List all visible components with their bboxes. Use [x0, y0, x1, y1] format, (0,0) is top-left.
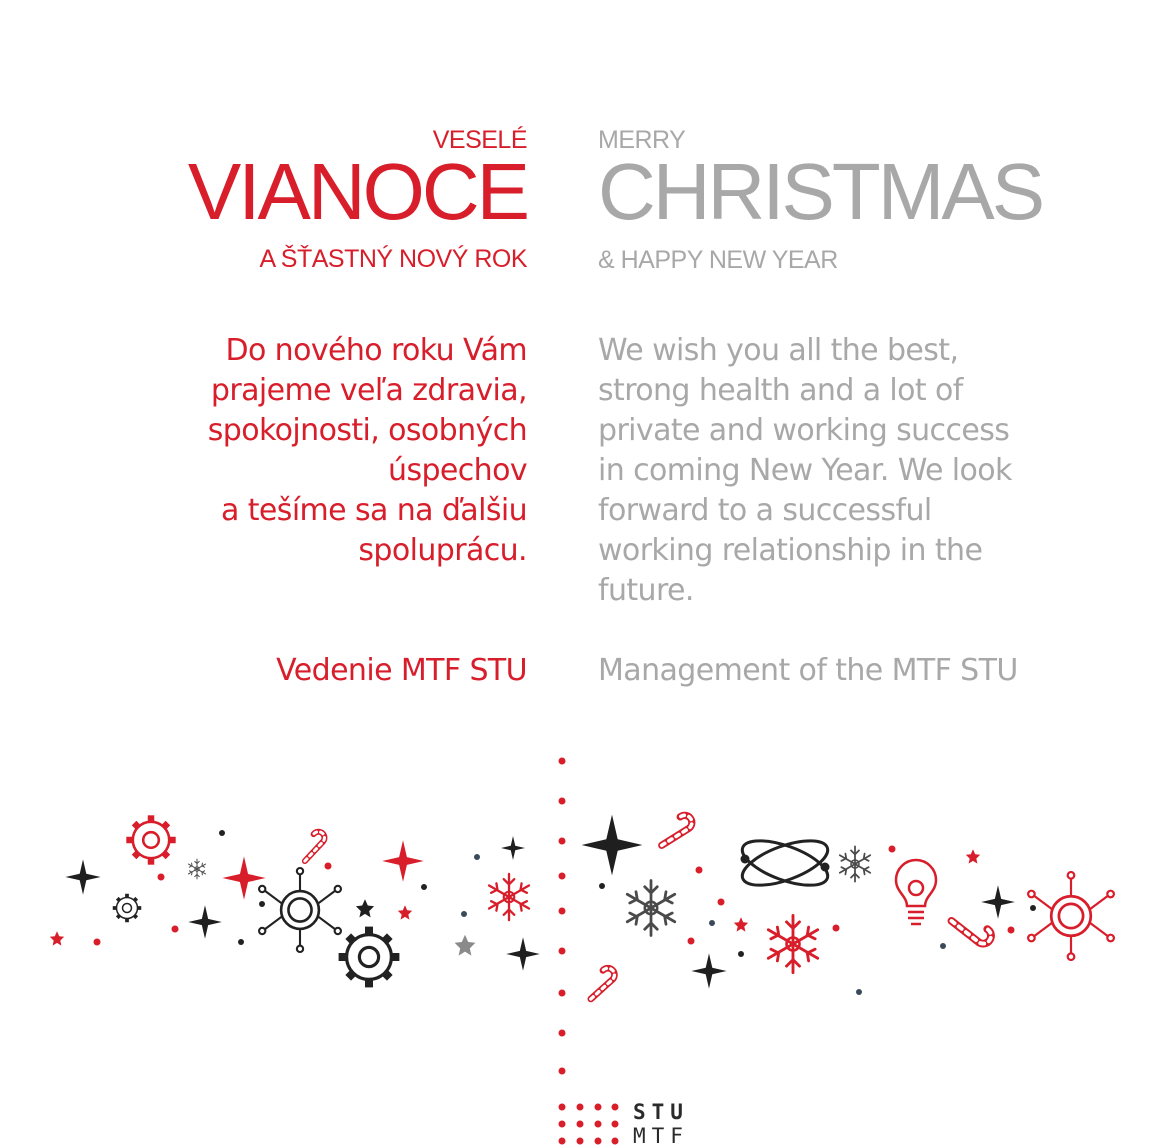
logo-mtf: MTF	[633, 1124, 689, 1148]
sk-subtitle: A ŠŤASTNÝ NOVÝ ROK	[259, 245, 527, 273]
gear-icon	[126, 815, 175, 864]
en-message-line: working relationship in the	[598, 533, 983, 568]
circuit-hub-icon	[259, 868, 341, 952]
sk-message-line: prajeme veľa zdravia,	[210, 373, 527, 408]
sk-message-line: úspechov	[388, 453, 527, 488]
sk-top-word: VESELÉ	[432, 126, 527, 154]
gear-icon	[339, 927, 400, 988]
gear-icon	[113, 894, 142, 923]
gray-star-icon	[455, 935, 476, 956]
en-message-line: We wish you all the best,	[598, 333, 959, 368]
candy-cane-icon	[302, 831, 326, 861]
atom-icon	[737, 832, 833, 895]
snowflake-icon	[489, 874, 529, 920]
en-message	[598, 331, 1012, 611]
sk-message-line: spokojnosti, osobných	[207, 413, 527, 448]
candy-cane-icon	[662, 812, 693, 850]
sk-message-line: a tešíme sa na ďalšiu	[221, 493, 527, 528]
en-signature: Management of the MTF STU	[598, 653, 1018, 688]
en-message-line: future.	[598, 573, 694, 608]
logo-stu: STU	[633, 1100, 689, 1124]
red-dot-decorations	[94, 846, 1015, 946]
stu-logo-dot-grid	[559, 1104, 619, 1145]
snowflake-icon	[188, 859, 205, 879]
sk-message-line: spoluprácu.	[358, 533, 527, 568]
sk-signature: Vedenie MTF STU	[276, 653, 527, 688]
circuit-hub-icon	[1028, 872, 1114, 960]
en-top-word: MERRY	[598, 126, 686, 154]
snowflake-icon	[840, 846, 870, 881]
sk-message	[208, 331, 527, 571]
lightbulb-icon	[896, 860, 936, 924]
en-subtitle: & HAPPY NEW YEAR	[598, 246, 838, 274]
black-star-icons	[65, 815, 1014, 989]
christmas-decoration	[0, 740, 1153, 1146]
en-message-line: in coming New Year. We look	[598, 453, 1012, 488]
candy-cane-icon	[951, 915, 992, 949]
vertical-dot-line	[559, 758, 566, 1075]
candy-cane-icon	[591, 968, 615, 999]
en-title: CHRISTMAS	[598, 147, 1043, 236]
en-message-line: strong health and a lot of	[598, 373, 963, 408]
snowflake-icon	[768, 915, 817, 972]
sk-title: VIANOCE	[187, 147, 527, 236]
en-message-line: private and working success	[598, 413, 1010, 448]
en-message-line: forward to a successful	[598, 493, 932, 528]
sk-message-line: Do nového roku Vám	[225, 333, 527, 368]
snowflake-icon	[627, 881, 675, 936]
slate-dot-decorations	[461, 854, 946, 995]
